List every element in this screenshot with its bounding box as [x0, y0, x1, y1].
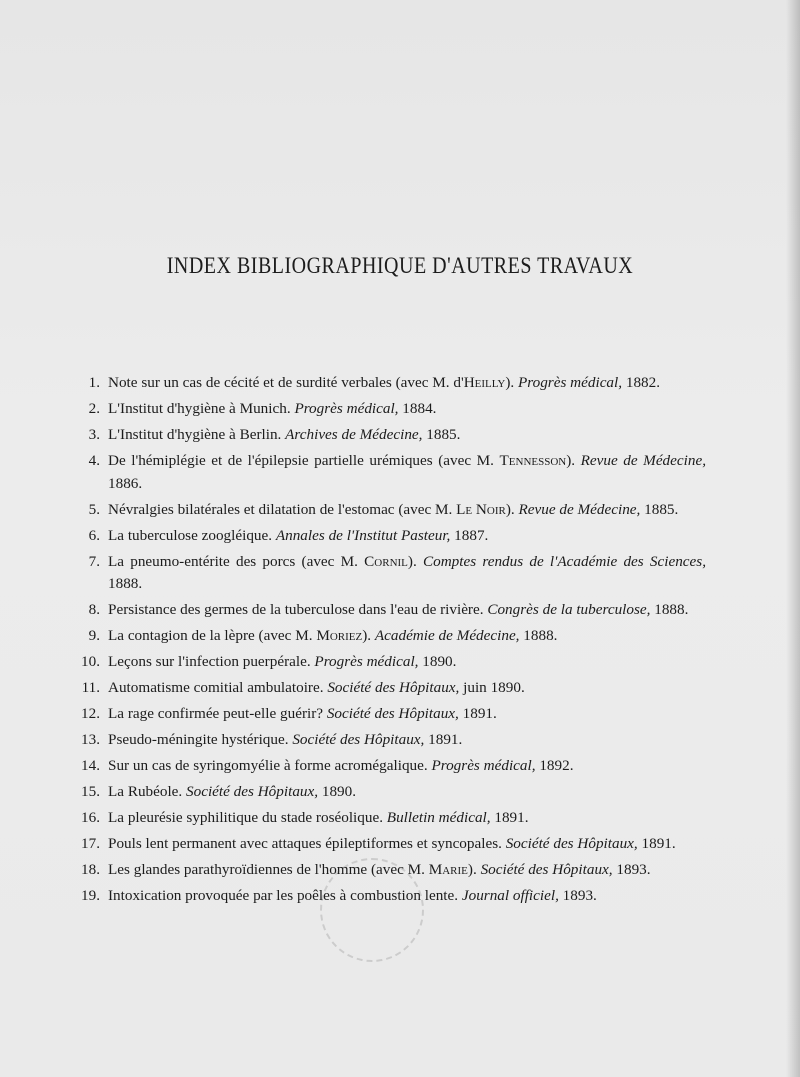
entry-segment: 1884.	[398, 400, 437, 417]
library-stamp	[320, 858, 424, 962]
entry-segment: 1891.	[458, 705, 497, 722]
coauthor-name: Marie	[428, 861, 468, 878]
entry-segment: La pneumo-entérite des porcs (avec M.	[108, 552, 365, 570]
coauthor-name: Le Noir	[456, 500, 506, 518]
journal-title: Société des Hôpitaux,	[292, 731, 425, 748]
entry-segment: 1882.	[622, 374, 661, 391]
entry-segment: 1891.	[490, 809, 529, 826]
journal-title: Comptes rendus de l'Académie des Sciences,	[422, 552, 707, 570]
entry-text	[108, 833, 706, 856]
entry-number: 19.	[81, 887, 100, 904]
entry-segment: L'Institut d'hygiène à Berlin.	[108, 426, 286, 443]
entry-segment: 1890.	[418, 653, 457, 670]
journal-title: Société des Hôpitaux,	[480, 861, 613, 878]
entry-segment: ).	[505, 500, 519, 518]
list-item	[70, 833, 706, 856]
entry-number: 7.	[88, 552, 100, 570]
entry-number: 9.	[88, 627, 100, 644]
list-item	[70, 398, 706, 421]
journal-title: Société des Hôpitaux,	[326, 705, 459, 722]
entry-segment: ).	[407, 552, 423, 570]
list-item	[70, 424, 706, 447]
list-item	[70, 599, 706, 622]
entry-segment: Névralgies bilatérales et dilatation de l'estomac (avec M.	[108, 500, 457, 518]
list-item	[70, 729, 706, 752]
entry-number: 10.	[81, 653, 100, 670]
entry-segment: 1893.	[558, 887, 597, 904]
entry-segment: 1887.	[450, 526, 489, 544]
entry-text	[108, 424, 706, 447]
entry-segment: Sur un cas de syringomyélie à forme acromégalique.	[108, 757, 432, 774]
entry-number: 8.	[88, 601, 100, 618]
list-item	[70, 755, 706, 778]
entry-segment: La tuberculose zoogléique.	[108, 526, 276, 544]
list-item	[70, 781, 706, 804]
journal-title: Académie de Médecine,	[374, 627, 520, 644]
entry-text	[108, 651, 706, 674]
coauthor-name: Cornil	[364, 552, 408, 570]
entry-segment: Note sur un cas de cécité et de surdité verbales (avec M. d'	[108, 374, 464, 391]
coauthor-name: Moriez	[316, 627, 363, 644]
entry-segment: De l'hémiplégie et de l'épilepsie partielle urémiques (avec M.	[108, 452, 500, 469]
entry-segment: Automatisme comitial ambulatoire.	[108, 679, 328, 696]
list-item	[70, 625, 706, 648]
list-item	[70, 450, 706, 495]
list-item	[70, 807, 706, 830]
entry-segment: 1892.	[535, 757, 574, 774]
entry-segment: Pouls lent permanent avec attaques épileptiformes et syncopales.	[108, 835, 506, 852]
entry-segment: Persistance des germes de la tuberculose dans l'eau de rivière.	[108, 601, 488, 618]
entry-text	[108, 755, 706, 778]
bibliography-list	[70, 372, 706, 911]
entry-segment: La pleurésie syphilitique du stade roséolique.	[108, 809, 387, 826]
entry-text	[108, 372, 706, 395]
entry-segment: ).	[566, 452, 581, 469]
entry-segment: La Rubéole.	[108, 783, 187, 800]
entry-text	[108, 625, 706, 648]
list-item	[70, 677, 706, 700]
journal-title: Archives de Médecine,	[285, 426, 423, 443]
entry-number: 17.	[81, 835, 100, 852]
entry-segment: 1885.	[640, 500, 679, 518]
entry-text	[108, 450, 706, 495]
list-item	[70, 651, 706, 674]
entry-number: 4.	[88, 452, 100, 469]
list-item	[70, 551, 706, 596]
entry-segment: 1888.	[519, 627, 558, 644]
entry-number: 12.	[81, 705, 100, 722]
entry-number: 1.	[88, 374, 100, 391]
entry-segment: 1886.	[108, 474, 143, 492]
coauthor-name: Tennesson	[499, 452, 567, 469]
entry-text	[108, 703, 706, 726]
entry-segment: juin 1890.	[459, 679, 525, 696]
entry-text	[108, 398, 706, 421]
entry-segment: 1893.	[612, 861, 651, 878]
entry-segment: La contagion de la lèpre (avec M.	[108, 627, 317, 644]
list-item	[70, 703, 706, 726]
coauthor-name: Heilly	[463, 374, 506, 391]
entry-text	[108, 599, 706, 622]
entry-segment: 1888.	[108, 575, 143, 592]
entry-segment: Pseudo-méningite hystérique.	[108, 731, 293, 748]
entry-number: 16.	[81, 809, 100, 826]
entry-segment: 1891.	[424, 731, 463, 748]
entry-text	[108, 781, 706, 804]
journal-title: Revue de Médecine,	[518, 500, 641, 518]
entry-text	[108, 551, 706, 596]
entry-segment: ).	[505, 374, 518, 391]
entry-segment: 1890.	[318, 783, 357, 800]
journal-title: Progrès médical,	[294, 400, 399, 417]
entry-number: 18.	[81, 861, 100, 878]
entry-text	[108, 807, 706, 830]
journal-title: Revue de Médecine,	[580, 452, 706, 469]
entry-segment: ).	[362, 627, 375, 644]
list-item	[70, 372, 706, 395]
entry-number: 15.	[81, 783, 100, 800]
list-item	[70, 525, 706, 548]
journal-title: Congrès de la tuberculose,	[487, 601, 651, 618]
entry-segment: 1891.	[637, 835, 676, 852]
journal-title: Société des Hôpitaux,	[505, 835, 638, 852]
list-item	[70, 499, 706, 522]
entry-segment: Intoxication provoquée par les poêles à combustion lente.	[108, 887, 462, 904]
journal-title: Progrès médical,	[314, 653, 419, 670]
page-title: INDEX BIBLIOGRAPHIQUE D'AUTRES TRAVAUX	[166, 252, 634, 279]
entry-text	[108, 729, 706, 752]
entry-segment: L'Institut d'hygiène à Munich.	[108, 400, 295, 417]
entry-number: 14.	[81, 757, 100, 774]
entry-number: 6.	[88, 526, 100, 544]
entry-number: 2.	[88, 400, 100, 417]
journal-title: Annales de l'Institut Pasteur,	[275, 526, 451, 544]
entry-segment: Leçons sur l'infection puerpérale.	[108, 653, 315, 670]
entry-segment: 1885.	[422, 426, 461, 443]
journal-title: Journal officiel,	[461, 887, 559, 904]
entry-text	[108, 677, 706, 700]
entry-text	[108, 499, 706, 522]
entry-number: 5.	[88, 500, 100, 518]
entry-number: 11.	[81, 679, 100, 696]
entry-segment: ).	[467, 861, 481, 878]
entry-number: 13.	[81, 731, 100, 748]
entry-segment: 1888.	[650, 601, 689, 618]
entry-segment: La rage confirmée peut-elle guérir?	[108, 705, 327, 722]
journal-title: Progrès médical,	[518, 374, 623, 391]
journal-title: Société des Hôpitaux,	[186, 783, 319, 800]
entry-segment: Les glandes parathyroïdiennes de l'homme (avec M.	[108, 861, 429, 878]
entry-number: 3.	[88, 426, 100, 443]
journal-title: Progrès médical,	[431, 757, 536, 774]
entry-text	[108, 525, 706, 548]
journal-title: Société des Hôpitaux,	[327, 679, 460, 696]
journal-title: Bulletin médical,	[386, 809, 491, 826]
